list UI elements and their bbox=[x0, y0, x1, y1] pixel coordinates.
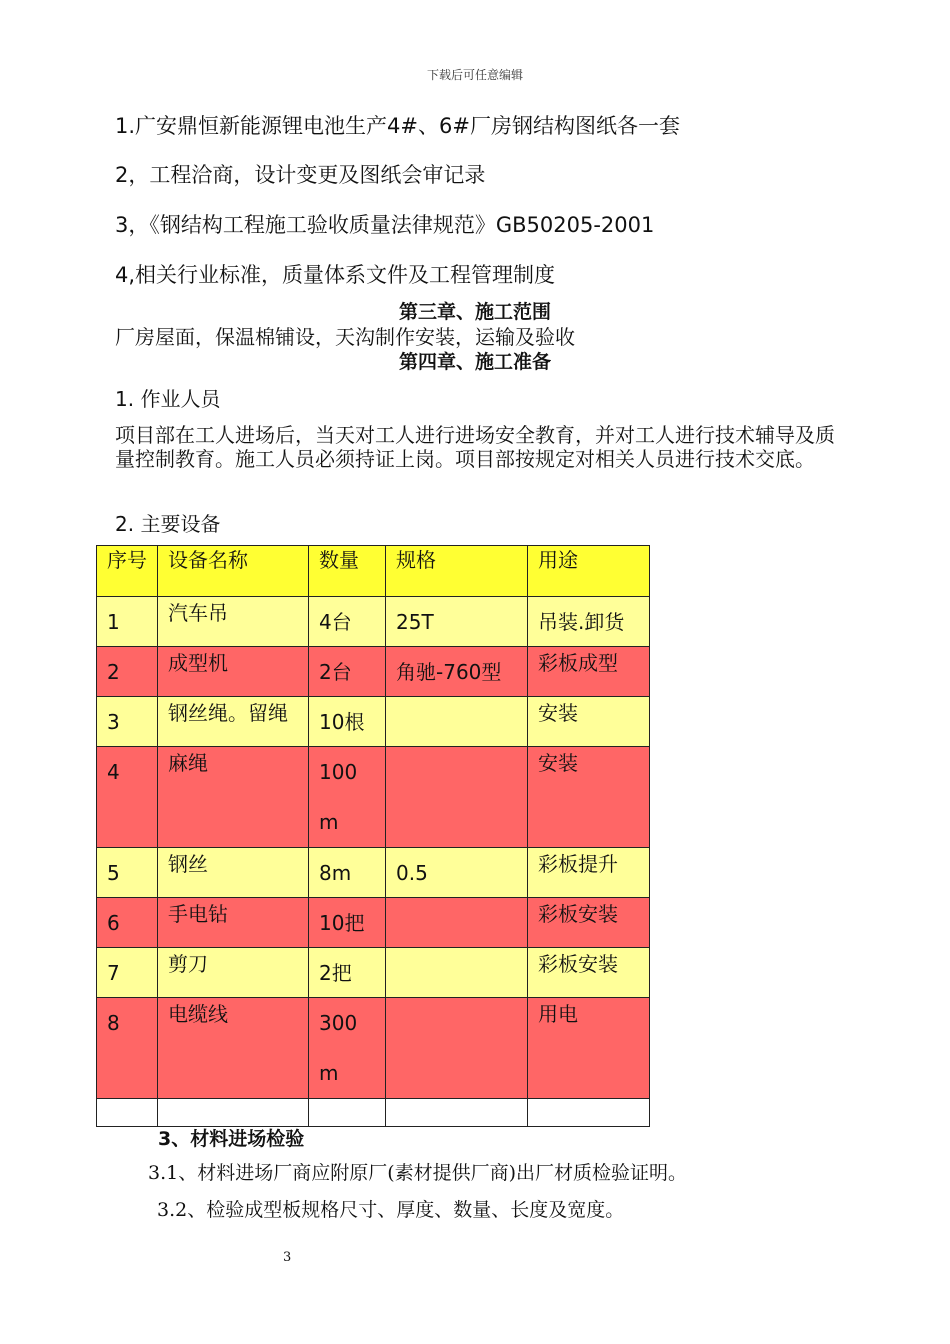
cell-index: 2 bbox=[107, 660, 120, 684]
cell-spec bbox=[386, 747, 527, 760]
header-cell-qty: 数量 bbox=[319, 548, 359, 572]
equipment-table bbox=[96, 545, 650, 1127]
table-row bbox=[97, 848, 650, 898]
page-number: 3 bbox=[283, 1250, 292, 1265]
cell-qty: 100m bbox=[319, 760, 358, 834]
cell-index: 4 bbox=[107, 760, 120, 784]
cell-spec: 角驰-760型 bbox=[396, 660, 502, 684]
header-cell-spec: 规格 bbox=[396, 548, 436, 572]
reference-item-3: 3，《钢结构工程施工验收质量法律规范》GB50205-2001 bbox=[115, 213, 655, 237]
chapter4-title: 第四章、施工准备 bbox=[398, 351, 551, 373]
cell-use: 彩板安装 bbox=[538, 952, 618, 976]
cell-name: 麻绳 bbox=[168, 751, 208, 775]
cell-name: 剪刀 bbox=[168, 952, 208, 976]
cell-use: 安装 bbox=[538, 701, 578, 725]
cell-use: 吊装.卸货 bbox=[538, 610, 625, 634]
cell-name: 钢丝 bbox=[168, 852, 208, 876]
cell-use: 安装 bbox=[538, 751, 578, 775]
header-cell-index: 序号 bbox=[107, 548, 147, 572]
cell-index: 1 bbox=[107, 610, 120, 634]
table-header-row bbox=[97, 546, 650, 597]
cell-name: 手电钻 bbox=[168, 902, 228, 926]
section1-body: 项目部在工人进场后，当天对工人进行进场安全教育，并对工人进行技术辅导及质量控制教育。施工人员必须持证上岗。项目部按规定对相关人员进行技术交底。 bbox=[115, 423, 835, 471]
cell-name: 电缆线 bbox=[168, 1002, 228, 1026]
cell-use: 彩板提升 bbox=[538, 852, 618, 876]
cell-index: 5 bbox=[107, 861, 120, 885]
cell-qty: 300m bbox=[319, 1011, 358, 1085]
cell-spec: 0.5 bbox=[396, 861, 428, 885]
cell-spec bbox=[386, 898, 527, 911]
table-row bbox=[97, 697, 650, 747]
header-cell-name: 设备名称 bbox=[168, 548, 248, 572]
table-row bbox=[97, 998, 650, 1099]
scope-text: 厂房屋面，保温棉铺设，天沟制作安装，运输及验收 bbox=[115, 325, 575, 349]
cell-use: 彩板安装 bbox=[538, 902, 618, 926]
cell-spec bbox=[386, 697, 527, 710]
cell-qty: 4台 bbox=[319, 610, 352, 634]
cell-name: 钢丝绳。留绳 bbox=[168, 701, 288, 725]
cell-qty: 10根 bbox=[319, 710, 365, 734]
reference-item-2: 2，工程洽商，设计变更及图纸会审记录 bbox=[115, 163, 486, 187]
section3-2-text: 3.2、检验成型板规格尺寸、厚度、数量、长度及宽度。 bbox=[157, 1199, 625, 1221]
cell-index: 7 bbox=[107, 961, 120, 985]
cell-name: 成型机 bbox=[168, 651, 228, 675]
reference-item-4: 4,相关行业标准，质量体系文件及工程管理制度 bbox=[115, 263, 556, 287]
table-row bbox=[97, 597, 650, 647]
table-row bbox=[97, 647, 650, 697]
cell-name: 汽车吊 bbox=[168, 601, 228, 625]
section2-title: 2. 主要设备 bbox=[115, 512, 221, 536]
chapter3-title: 第三章、施工范围 bbox=[398, 301, 551, 323]
section1-title: 1. 作业人员 bbox=[115, 387, 221, 411]
header-note: 下载后可任意编辑 bbox=[426, 68, 523, 82]
cell-use: 用电 bbox=[538, 1002, 578, 1026]
section3-title: 3、材料进场检验 bbox=[158, 1128, 305, 1150]
cell-qty: 10把 bbox=[319, 911, 365, 935]
cell-index: 3 bbox=[107, 710, 120, 734]
table-row bbox=[97, 898, 650, 948]
cell-qty: 2台 bbox=[319, 660, 352, 684]
cell-qty: 8m bbox=[319, 861, 352, 885]
table-row bbox=[97, 948, 650, 998]
cell-use: 彩板成型 bbox=[538, 651, 618, 675]
cell-index: 6 bbox=[107, 911, 120, 935]
header-cell-use: 用途 bbox=[538, 548, 578, 572]
reference-item-1: 1.广安鼎恒新能源锂电池生产4#、6#厂房钢结构图纸各一套 bbox=[115, 114, 680, 138]
cell-spec bbox=[386, 998, 527, 1011]
cell-index: 8 bbox=[107, 1011, 120, 1035]
table-row bbox=[97, 747, 650, 848]
cell-spec bbox=[386, 948, 527, 961]
cell-qty: 2把 bbox=[319, 961, 352, 985]
section3-1-text: 3.1、材料进场厂商应附原厂(素材提供厂商)出厂材质检验证明。 bbox=[148, 1162, 688, 1184]
cell-spec: 25T bbox=[396, 610, 434, 634]
table-row-empty bbox=[97, 1099, 650, 1127]
